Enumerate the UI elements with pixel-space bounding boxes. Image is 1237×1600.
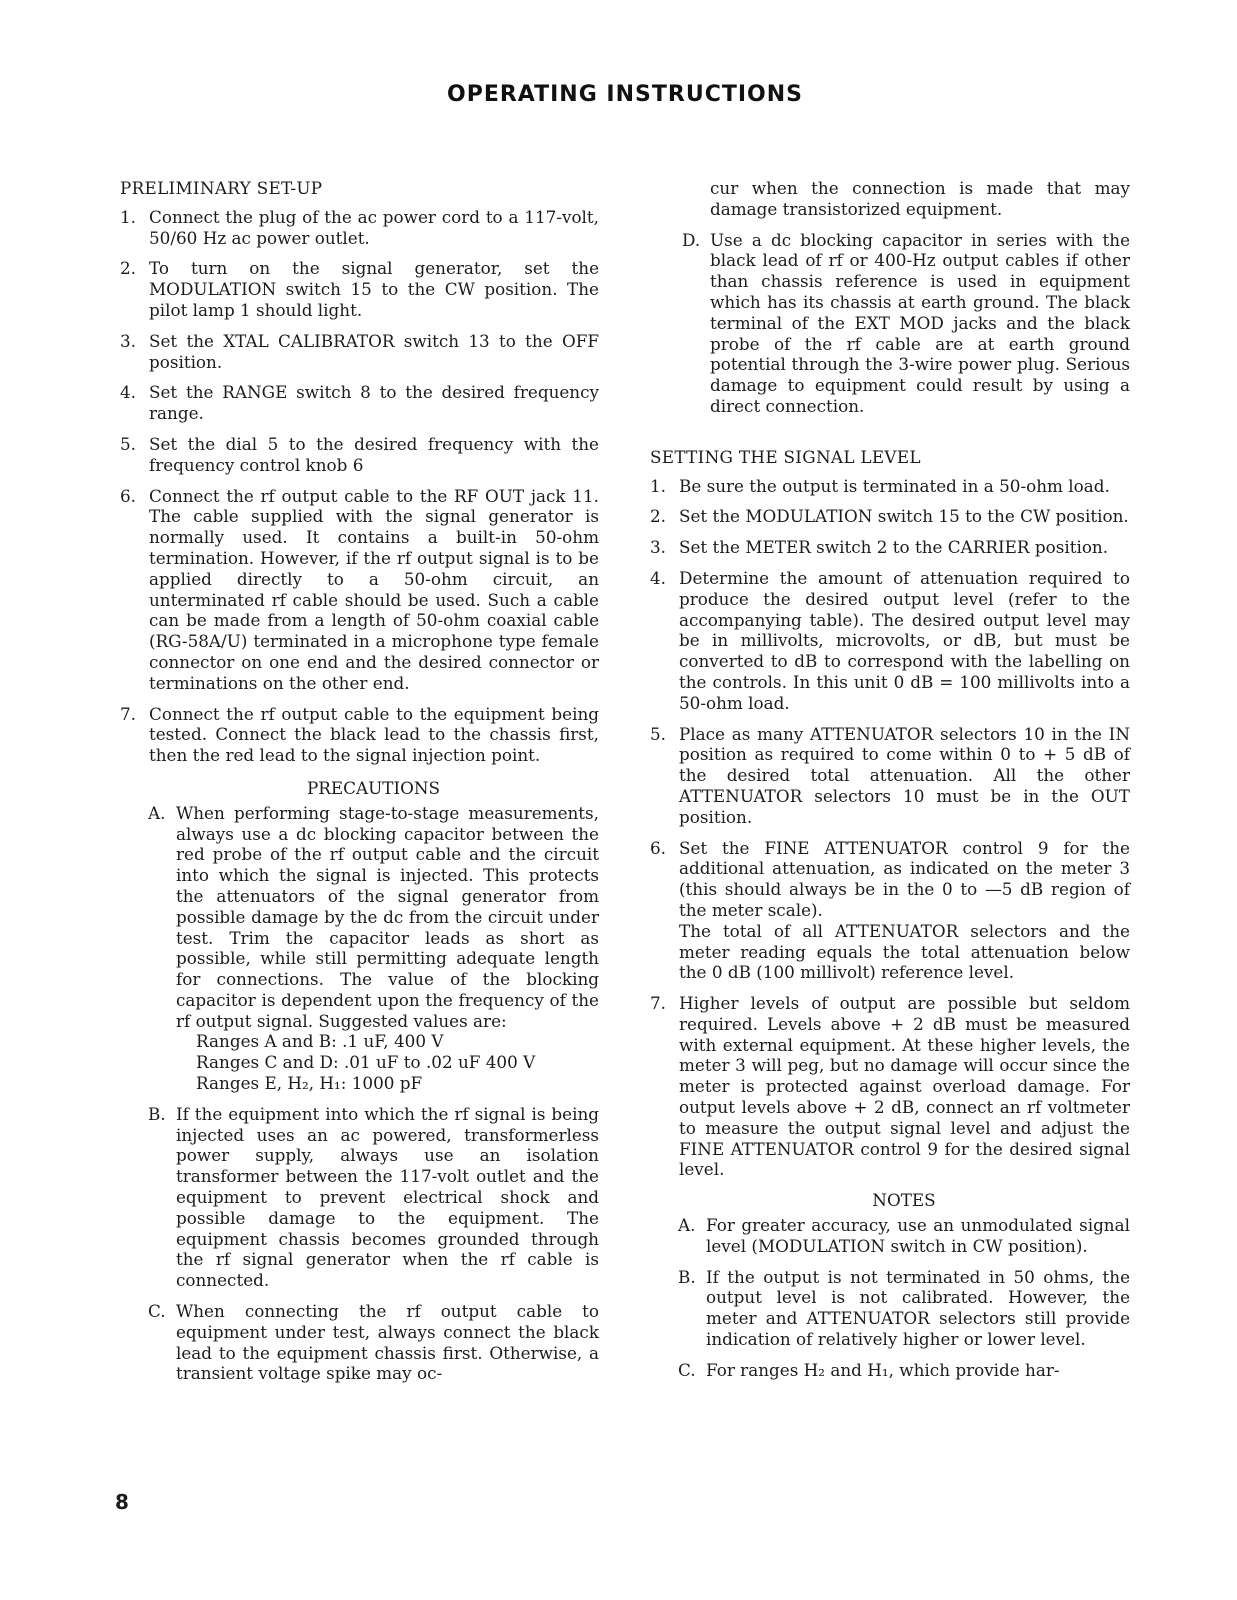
item-number: 2. [650, 506, 667, 527]
item-number: 5. [650, 723, 667, 744]
signal-level-item-2 [650, 506, 1130, 527]
item-text: Set the METER switch 2 to the CARRIER position. [679, 537, 1109, 558]
precaution-d [650, 230, 1130, 417]
notes-heading: NOTES [872, 1190, 936, 1211]
precaution-c [148, 1301, 599, 1384]
item-text: Connect the plug of the ac power cord to a 117-volt, 50/60 Hz ac power outlet. [149, 206, 599, 248]
note-text: If the output is not terminated in 50 ohms, the output level is not calibrated. However, the meter and ATTENUATOR selectors still provide indication of relatively higher or lower level. [706, 1266, 1130, 1350]
preliminary-item-2 [120, 258, 599, 320]
signal-level-item-3 [650, 537, 1130, 558]
item-number: 4. [650, 567, 667, 588]
signal-level-item-5 [650, 724, 1130, 828]
note-a [678, 1215, 1130, 1257]
preliminary-item-6 [120, 486, 599, 694]
preliminary-heading: PRELIMINARY SET-UP [120, 178, 323, 198]
item-number: 1. [120, 206, 137, 227]
preliminary-item-4 [120, 382, 599, 424]
item-text: Connect the rf output cable to the RF OUT jack 11. The cable supplied with the signal generator is normally used. It contains a built-in 50-ohm termination. However, if the rf output signal is to be applied directly to a 50-ohm circuit, an unterminated rf cable should be used. Such a cable can be made from a length of 50-ohm coaxial cable (RG-58A/U) terminated in a microphone type female connector on one end and the desired connector or terminations on the other end. [149, 485, 599, 693]
item-number: 6. [120, 485, 137, 506]
signal-level-item-4 [650, 568, 1130, 714]
precaution-letter: B. [148, 1103, 166, 1124]
item-text: Set the XTAL CALIBRATOR switch 13 to the OFF position. [149, 330, 599, 372]
note-b [678, 1267, 1130, 1350]
note-letter: B. [678, 1266, 696, 1287]
preliminary-item-1 [120, 207, 599, 249]
item-number: 7. [650, 993, 667, 1014]
item-text: Determine the amount of attenuation required to produce the desired output level (refer to the accompanying table). The desired output level may be in millivolts, microvolts, or dB, but must be converted to dB to correspond with the labelling on the controls. In this unit 0 dB = 100 millivolts into a 50-ohm load. [679, 567, 1130, 713]
precaution-letter: A. [148, 802, 166, 823]
signal-level-item-1 [650, 476, 1130, 497]
preliminary-item-7 [120, 704, 599, 766]
note-letter: C. [678, 1359, 696, 1380]
item-number: 1. [650, 475, 667, 496]
item-text: Set the MODULATION switch 15 to the CW position. [679, 506, 1129, 527]
item-number: 7. [120, 703, 137, 724]
note-text: For ranges H₂ and H₁, which provide har- [706, 1359, 1060, 1380]
left-column [120, 178, 599, 1394]
capacitor-value-line: Ranges E, H₂, H₁: 1000 pF [196, 1073, 423, 1094]
preliminary-item-5 [120, 434, 599, 476]
capacitor-value-line: Ranges A and B: .1 uF, 400 V [196, 1031, 444, 1052]
item-text: Place as many ATTENUATOR selectors 10 in the IN position as required to come within 0 to + 5 dB of the desired total attenuation. All the other ATTENUATOR selectors 10 must be in the OUT position. [679, 723, 1130, 827]
note-text: For greater accuracy, use an unmodulated signal level (MODULATION switch in CW position). [706, 1215, 1130, 1256]
item-text: Higher levels of output are possible but seldom required. Levels above + 2 dB must be measured with external equipment. At these higher levels, the meter 3 will peg, but no damage will occur since the meter is protected against overload damage. For output levels above + 2 dB, connect an rf voltmeter to measure the output signal level and adjust the FINE ATTENUATOR control 9 for the desired signal level. [679, 993, 1130, 1180]
precaution-text: When performing stage-to-stage measurements, always use a dc blocking capacitor between the red probe of the rf output cable and the circuit into which the signal is injected. This protects the attenuators of the signal generator from possible damage by the dc from the circuit under test. Trim the capacitor leads as short as possible, while still permitting adequate length for connections. The value of the blocking capacitor is dependent upon the frequency of the rf output signal. Suggested values are: [176, 802, 599, 1031]
precaution-letter: D. [682, 229, 701, 250]
item-number: 6. [650, 837, 667, 858]
capacitor-values [176, 1031, 599, 1093]
precautions-heading: PRECAUTIONS [306, 777, 441, 798]
note-c [678, 1360, 1130, 1381]
precaution-text: When connecting the rf output cable to equipment under test, always connect the black lead to the equipment chassis first. Otherwise, a transient voltage spike may oc- [176, 1301, 599, 1384]
item-number: 3. [120, 330, 137, 351]
item-text: Set the dial 5 to the desired frequency with the frequency control knob 6 [149, 433, 599, 475]
preliminary-item-3 [120, 331, 599, 373]
precaution-letter: C. [148, 1301, 166, 1322]
item-extra-text: The total of all ATTENUATOR selectors and the meter reading equals the total attenuation below the 0 dB (100 millivolt) reference level. [679, 920, 1130, 983]
right-column [650, 178, 1130, 1391]
signal-level-heading: SETTING THE SIGNAL LEVEL [650, 446, 921, 467]
precaution-text: Use a dc blocking capacitor in series with the black lead of rf or 400-Hz output cables if other than chassis reference is used in equipment which has its chassis at earth ground. The black terminal of the EXT MOD jacks and the black probe of the rf cable are at earth ground potential through the 3-wire power plug. Serious damage to equipment could result by using a direct connection. [710, 229, 1130, 416]
signal-level-item-6 [650, 838, 1130, 984]
note-letter: A. [678, 1215, 696, 1236]
precaution-b [148, 1104, 599, 1291]
page-number: 8 [115, 1490, 129, 1514]
signal-level-item-7 [650, 993, 1130, 1180]
notes-section [650, 1190, 1130, 1380]
item-text: Be sure the output is terminated in a 50-ohm load. [679, 475, 1110, 496]
item-text: Set the FINE ATTENUATOR control 9 for the additional attenuation, as indicated on the meter 3 (this should always be in the 0 to —5 dB region of the meter scale). [679, 837, 1130, 920]
item-text: To turn on the signal generator, set the MODULATION switch 15 to the CW position. The pilot lamp 1 should light. [149, 258, 599, 320]
item-number: 4. [120, 382, 137, 403]
precautions-section [120, 778, 599, 1384]
precaution-a [148, 803, 599, 1094]
item-text: Set the RANGE switch 8 to the desired frequency range. [149, 382, 599, 424]
item-number: 5. [120, 433, 137, 454]
item-number: 2. [120, 258, 137, 279]
item-text: Connect the rf output cable to the equipment being tested. Connect the black lead to the chassis first, then the red lead to the signal injection point. [149, 703, 599, 766]
precaution-c-continued: cur when the connection is made that may damage transistorized equipment. [710, 178, 1130, 219]
capacitor-value-line: Ranges C and D: .01 uF to .02 uF 400 V [196, 1052, 536, 1073]
item-number: 3. [650, 537, 667, 558]
page-title: OPERATING INSTRUCTIONS [447, 82, 803, 107]
precaution-text: If the equipment into which the rf signal is being injected uses an ac powered, transformerless power supply, always use an isolation transformer between the 117-volt outlet and the equipment to prevent electrical shock and possible damage to the equipment. The equipment chassis becomes grounded through the rf signal generator when the rf cable is connected. [176, 1103, 599, 1291]
